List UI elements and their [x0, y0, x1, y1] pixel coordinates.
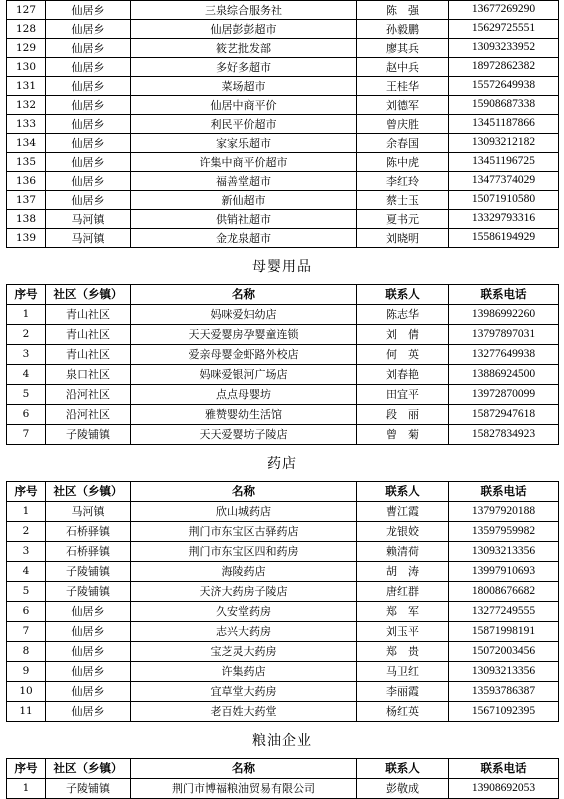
- cell-index: 9: [7, 662, 46, 682]
- cell-index: 139: [7, 229, 46, 248]
- cell-phone: 18008676682: [449, 582, 559, 602]
- cell-name: 荆门市东宝区四和药房: [131, 542, 357, 562]
- cell-phone: 13986992260: [449, 305, 559, 325]
- cell-index: 135: [7, 153, 46, 172]
- cell-phone: 13093233952: [449, 39, 559, 58]
- cell-name: 金龙泉超市: [131, 229, 357, 248]
- cell-name: 荆门市东宝区古驿药店: [131, 522, 357, 542]
- cell-name: 仙居彭彭超市: [131, 20, 357, 39]
- cell-name: 许集药店: [131, 662, 357, 682]
- cell-phone: 15871998191: [449, 622, 559, 642]
- cell-contact: 刘德军: [357, 96, 449, 115]
- cell-index: 3: [7, 345, 46, 365]
- cell-name: 爱亲母婴金虾路外校店: [131, 345, 357, 365]
- supermarket-table-continued: [6, 0, 559, 248]
- table-row: [7, 96, 559, 115]
- cell-phone: 13797920188: [449, 502, 559, 522]
- table-header-row: [7, 285, 559, 305]
- table-row: [7, 702, 559, 722]
- cell-name: 天济大药房子陵店: [131, 582, 357, 602]
- header-name: 名称: [131, 482, 357, 502]
- table-row: [7, 115, 559, 134]
- cell-contact: 杨红英: [357, 702, 449, 722]
- cell-index: 2: [7, 522, 46, 542]
- cell-index: 138: [7, 210, 46, 229]
- cell-contact: 陈 强: [357, 1, 449, 20]
- section-title-pharmacy: 药店: [267, 456, 297, 472]
- cell-name: 荆门市博福粮油贸易有限公司: [131, 779, 357, 799]
- cell-contact: 胡 涛: [357, 562, 449, 582]
- table-row: [7, 172, 559, 191]
- cell-index: 7: [7, 425, 46, 445]
- table-row: [7, 425, 559, 445]
- cell-community: 仙居乡: [46, 153, 131, 172]
- cell-name: 筱艺批发部: [131, 39, 357, 58]
- cell-name: 点点母婴坊: [131, 385, 357, 405]
- cell-phone: 15629725551: [449, 20, 559, 39]
- table-row: [7, 77, 559, 96]
- cell-index: 6: [7, 405, 46, 425]
- cell-community: 仙居乡: [46, 20, 131, 39]
- table-row: [7, 502, 559, 522]
- cell-community: 仙居乡: [46, 702, 131, 722]
- header-community: 社区（乡镇）: [46, 285, 131, 305]
- cell-phone: 15072003456: [449, 642, 559, 662]
- cell-community: 马河镇: [46, 502, 131, 522]
- table-row: [7, 305, 559, 325]
- table-row: [7, 682, 559, 702]
- cell-contact: 田宜平: [357, 385, 449, 405]
- cell-index: 1: [7, 502, 46, 522]
- cell-phone: 13277249555: [449, 602, 559, 622]
- cell-index: 6: [7, 602, 46, 622]
- table-row: [7, 405, 559, 425]
- cell-phone: 13593786387: [449, 682, 559, 702]
- cell-phone: 15671092395: [449, 702, 559, 722]
- cell-community: 子陵铺镇: [46, 425, 131, 445]
- table-row: [7, 542, 559, 562]
- header-name: 名称: [131, 285, 357, 305]
- table-row: [7, 582, 559, 602]
- cell-community: 石桥驿镇: [46, 522, 131, 542]
- cell-contact: 彭敬成: [357, 779, 449, 799]
- cell-index: 127: [7, 1, 46, 20]
- cell-community: 仙居乡: [46, 58, 131, 77]
- cell-phone: 13451196725: [449, 153, 559, 172]
- cell-community: 子陵铺镇: [46, 562, 131, 582]
- header-index: 序号: [7, 759, 46, 779]
- cell-phone: 13477374029: [449, 172, 559, 191]
- header-index: 序号: [7, 482, 46, 502]
- table-row: [7, 1, 559, 20]
- cell-community: 子陵铺镇: [46, 582, 131, 602]
- cell-index: 129: [7, 39, 46, 58]
- cell-index: 128: [7, 20, 46, 39]
- cell-phone: 15908687338: [449, 96, 559, 115]
- cell-name: 仙居中商平价: [131, 96, 357, 115]
- cell-contact: 唐红群: [357, 582, 449, 602]
- cell-name: 欣山城药店: [131, 502, 357, 522]
- cell-index: 5: [7, 385, 46, 405]
- cell-name: 福善堂超市: [131, 172, 357, 191]
- table-row: [7, 602, 559, 622]
- table-header-row: [7, 482, 559, 502]
- table-row: [7, 385, 559, 405]
- cell-index: 137: [7, 191, 46, 210]
- cell-community: 石桥驿镇: [46, 542, 131, 562]
- cell-contact: 余春国: [357, 134, 449, 153]
- cell-contact: 蔡士玉: [357, 191, 449, 210]
- cell-contact: 段 丽: [357, 405, 449, 425]
- table-row: [7, 622, 559, 642]
- cell-community: 青山社区: [46, 345, 131, 365]
- cell-name: 志兴大药房: [131, 622, 357, 642]
- cell-index: 136: [7, 172, 46, 191]
- pharmacy-table: [6, 481, 559, 722]
- cell-community: 子陵铺镇: [46, 779, 131, 799]
- cell-name: 雅赞婴幼生活馆: [131, 405, 357, 425]
- cell-name: 三泉综合服务社: [131, 1, 357, 20]
- cell-index: 130: [7, 58, 46, 77]
- cell-contact: 刘春艳: [357, 365, 449, 385]
- cell-name: 菜场超市: [131, 77, 357, 96]
- cell-phone: 15827834923: [449, 425, 559, 445]
- cell-phone: 13093212182: [449, 134, 559, 153]
- cell-community: 仙居乡: [46, 1, 131, 20]
- table-row: [7, 58, 559, 77]
- table-row: [7, 522, 559, 542]
- cell-index: 4: [7, 365, 46, 385]
- cell-index: 134: [7, 134, 46, 153]
- cell-community: 仙居乡: [46, 682, 131, 702]
- cell-contact: 王桂华: [357, 77, 449, 96]
- cell-index: 2: [7, 325, 46, 345]
- cell-contact: 刘 倩: [357, 325, 449, 345]
- header-contact: 联系人: [357, 759, 449, 779]
- document-page: [6, 0, 558, 799]
- cell-contact: 曾庆胜: [357, 115, 449, 134]
- cell-name: 多好多超市: [131, 58, 357, 77]
- cell-name: 许集中商平价超市: [131, 153, 357, 172]
- cell-index: 131: [7, 77, 46, 96]
- cell-contact: 陈志华: [357, 305, 449, 325]
- cell-phone: 13677269290: [449, 1, 559, 20]
- cell-community: 仙居乡: [46, 191, 131, 210]
- table-row: [7, 562, 559, 582]
- header-phone: 联系电话: [449, 482, 559, 502]
- table-row: [7, 20, 559, 39]
- cell-phone: 13329793316: [449, 210, 559, 229]
- cell-name: 久安堂药房: [131, 602, 357, 622]
- cell-contact: 郑 贵: [357, 642, 449, 662]
- cell-contact: 夏书元: [357, 210, 449, 229]
- cell-phone: 13277649938: [449, 345, 559, 365]
- header-community: 社区（乡镇）: [46, 482, 131, 502]
- cell-index: 1: [7, 779, 46, 799]
- table-row: [7, 642, 559, 662]
- cell-name: 宝芝灵大药房: [131, 642, 357, 662]
- cell-name: 海陵药店: [131, 562, 357, 582]
- cell-index: 132: [7, 96, 46, 115]
- maternal-baby-table: [6, 284, 559, 445]
- table-row: [7, 134, 559, 153]
- cell-name: 家家乐超市: [131, 134, 357, 153]
- cell-index: 1: [7, 305, 46, 325]
- table-row: [7, 210, 559, 229]
- header-phone: 联系电话: [449, 285, 559, 305]
- cell-contact: 曹江霞: [357, 502, 449, 522]
- cell-phone: 15872947618: [449, 405, 559, 425]
- cell-contact: 廖其兵: [357, 39, 449, 58]
- section-title-grain-oil: 粮油企业: [252, 733, 312, 749]
- cell-contact: 刘晓明: [357, 229, 449, 248]
- cell-name: 妈咪爱妇幼店: [131, 305, 357, 325]
- cell-community: 仙居乡: [46, 96, 131, 115]
- cell-name: 新仙超市: [131, 191, 357, 210]
- cell-contact: 赵中兵: [357, 58, 449, 77]
- table-row: [7, 662, 559, 682]
- header-contact: 联系人: [357, 482, 449, 502]
- cell-contact: 李红玲: [357, 172, 449, 191]
- cell-contact: 龙银姣: [357, 522, 449, 542]
- cell-phone: 15071910580: [449, 191, 559, 210]
- cell-name: 宜草堂大药房: [131, 682, 357, 702]
- cell-community: 马河镇: [46, 210, 131, 229]
- cell-community: 仙居乡: [46, 39, 131, 58]
- cell-contact: 李丽霞: [357, 682, 449, 702]
- cell-community: 仙居乡: [46, 77, 131, 96]
- cell-name: 妈咪爱银河广场店: [131, 365, 357, 385]
- cell-phone: 15586194929: [449, 229, 559, 248]
- cell-phone: 13093213356: [449, 542, 559, 562]
- cell-phone: 18972862382: [449, 58, 559, 77]
- cell-contact: 孙毅鹏: [357, 20, 449, 39]
- cell-name: 老百姓大药堂: [131, 702, 357, 722]
- header-name: 名称: [131, 759, 357, 779]
- table-row: [7, 229, 559, 248]
- cell-name: 利民平价超市: [131, 115, 357, 134]
- grain-oil-table: [6, 758, 559, 799]
- table-header-row: [7, 759, 559, 779]
- cell-contact: 刘玉平: [357, 622, 449, 642]
- table-row: [7, 153, 559, 172]
- header-community: 社区（乡镇）: [46, 759, 131, 779]
- cell-contact: 马卫红: [357, 662, 449, 682]
- cell-community: 仙居乡: [46, 662, 131, 682]
- table-row: [7, 345, 559, 365]
- cell-name: 天天爱婴房孕婴童连锁: [131, 325, 357, 345]
- cell-phone: 13886924500: [449, 365, 559, 385]
- cell-community: 仙居乡: [46, 134, 131, 153]
- cell-index: 133: [7, 115, 46, 134]
- section-title-maternal: 母婴用品: [252, 259, 312, 275]
- cell-index: 3: [7, 542, 46, 562]
- cell-phone: 13997910693: [449, 562, 559, 582]
- cell-community: 仙居乡: [46, 172, 131, 191]
- cell-phone: 13908692053: [449, 779, 559, 799]
- cell-contact: 何 英: [357, 345, 449, 365]
- cell-community: 仙居乡: [46, 642, 131, 662]
- header-contact: 联系人: [357, 285, 449, 305]
- cell-community: 泉口社区: [46, 365, 131, 385]
- cell-index: 5: [7, 582, 46, 602]
- cell-phone: 13093213356: [449, 662, 559, 682]
- cell-name: 供销社超市: [131, 210, 357, 229]
- table-row: [7, 191, 559, 210]
- cell-name: 天天爱婴坊子陵店: [131, 425, 357, 445]
- cell-index: 8: [7, 642, 46, 662]
- cell-phone: 13451187866: [449, 115, 559, 134]
- cell-contact: 赖清荷: [357, 542, 449, 562]
- cell-phone: 13597959982: [449, 522, 559, 542]
- header-phone: 联系电话: [449, 759, 559, 779]
- cell-contact: 郑 军: [357, 602, 449, 622]
- table-row: [7, 325, 559, 345]
- cell-community: 仙居乡: [46, 115, 131, 134]
- cell-community: 沿河社区: [46, 405, 131, 425]
- cell-index: 10: [7, 682, 46, 702]
- cell-index: 4: [7, 562, 46, 582]
- cell-index: 11: [7, 702, 46, 722]
- cell-phone: 13972870099: [449, 385, 559, 405]
- cell-community: 仙居乡: [46, 602, 131, 622]
- header-index: 序号: [7, 285, 46, 305]
- cell-community: 仙居乡: [46, 622, 131, 642]
- table-row: [7, 39, 559, 58]
- cell-community: 青山社区: [46, 305, 131, 325]
- cell-contact: 曾 菊: [357, 425, 449, 445]
- cell-phone: 15572649938: [449, 77, 559, 96]
- cell-phone: 13797897031: [449, 325, 559, 345]
- cell-index: 7: [7, 622, 46, 642]
- cell-community: 马河镇: [46, 229, 131, 248]
- cell-contact: 陈中虎: [357, 153, 449, 172]
- cell-community: 青山社区: [46, 325, 131, 345]
- table-row: [7, 365, 559, 385]
- cell-community: 沿河社区: [46, 385, 131, 405]
